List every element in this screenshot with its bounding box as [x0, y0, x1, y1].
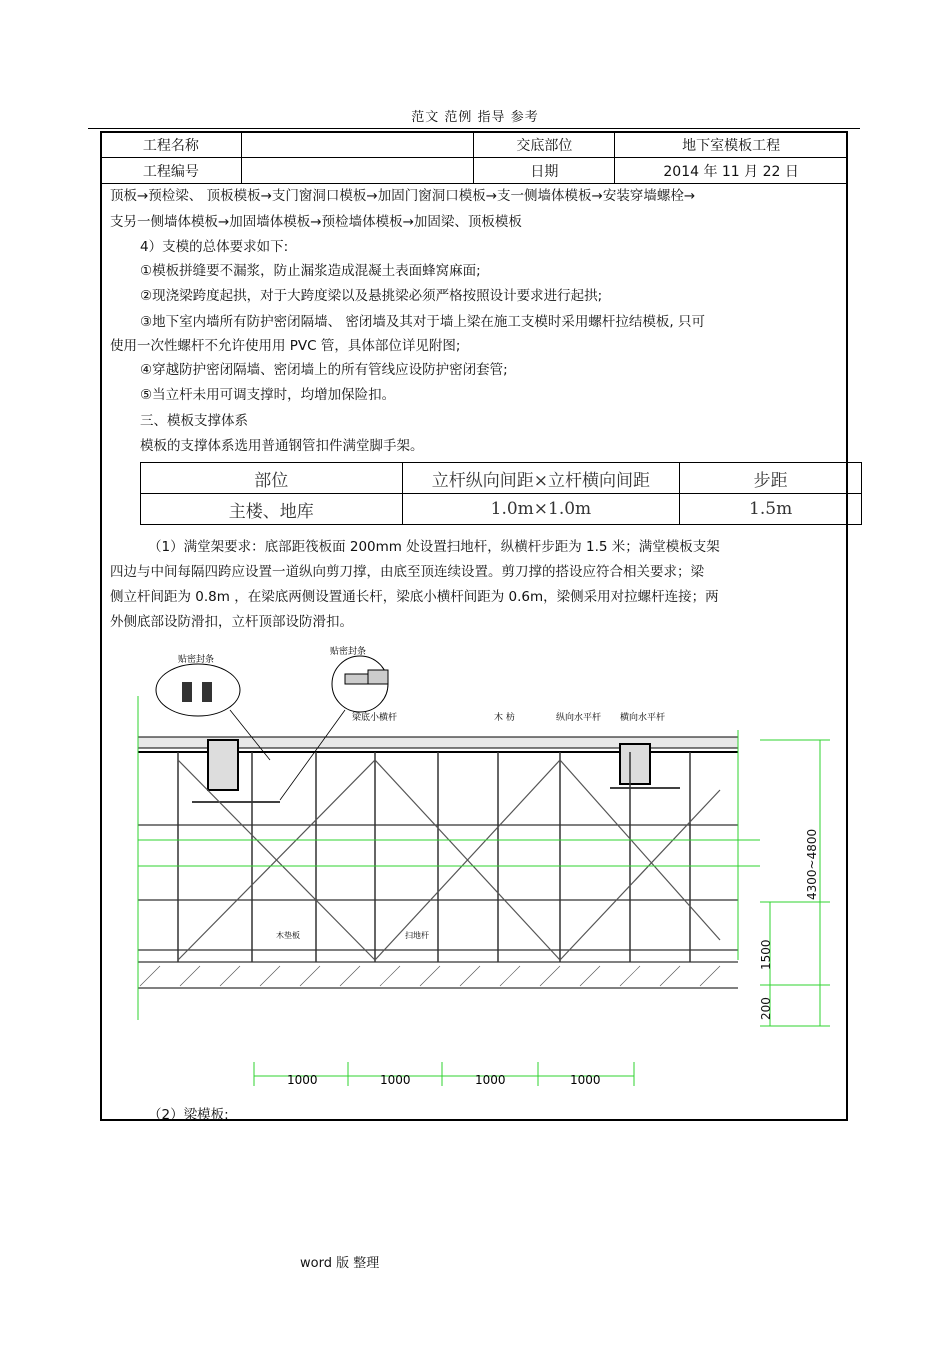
project-name-label: 工程名称	[101, 132, 242, 158]
header-rule	[88, 128, 860, 129]
sweep-bar-label: 扫地杆	[405, 931, 429, 940]
seal-strip-label-1: 贴密封条	[178, 655, 215, 665]
section-3-title: 三、模板支撑体系	[140, 413, 248, 429]
dimension-lines	[138, 696, 830, 1086]
detail-callout-right	[280, 656, 388, 800]
longitudinal-bar-label: 纵向水平杆	[556, 713, 602, 723]
project-name-value	[241, 132, 474, 158]
ground-slab	[138, 962, 738, 988]
sequence-line-2: 支另一侧墙体模板→加固墙体模板→预检墙体模板→加固梁、顶板模板	[110, 214, 522, 230]
transverse-bar-label: 横向水平杆	[620, 713, 666, 723]
page-header: 范文 范例 指导 参考	[411, 110, 539, 125]
date-label: 日期	[474, 158, 615, 184]
section-3-desc: 模板的支撑体系选用普通钢管扣件满堂脚手架。	[140, 438, 424, 454]
wood-beam-label: 木 枋	[494, 713, 515, 723]
handover-part-label: 交底部位	[474, 132, 615, 158]
support-header-step: 步距	[680, 463, 862, 494]
project-no-label: 工程编号	[101, 158, 242, 184]
vertical-posts	[178, 752, 690, 962]
page-footer: word 版 整理	[300, 1256, 380, 1271]
requirements-title: 4）支模的总体要求如下:	[140, 239, 289, 255]
requirement-3-line-2: 使用一次性螺杆不允许使用用 PVC 管，具体部位详见附图;	[110, 338, 461, 354]
beam-bottom-bar-label: 梁底小横杆	[352, 713, 398, 723]
support-table	[140, 462, 862, 525]
dim-step: 1500	[759, 939, 773, 970]
requirement-2: ②现浇梁跨度起拱，对于大跨度梁以及悬挑梁必须严格按照设计要求进行起拱;	[140, 288, 603, 304]
dim-span-2: 1000	[380, 1073, 411, 1087]
support-cell-step: 1.5m	[680, 494, 862, 525]
handover-part-value: 地下室模板工程	[615, 132, 848, 158]
para-2-title: （2）梁模板:	[148, 1107, 229, 1123]
requirement-3-line-1: ③地下室内墙所有防护密闭隔墙、 密闭墙及其对于墙上梁在施工支模时采用螺杆拉结模板, 只可	[140, 314, 705, 330]
scaffold-drawing	[120, 640, 840, 1100]
dim-span-3: 1000	[475, 1073, 506, 1087]
requirement-4: ④穿越防护密闭隔墙、密闭墙上的所有管线应设防护密闭套管;	[140, 362, 508, 378]
dim-span-4: 1000	[570, 1073, 601, 1087]
para-1-line-1: （1）满堂架要求：底部距筏板面 200mm 处设置扫地杆，纵横杆步距为 1.5 米；满堂模板支架	[148, 539, 720, 555]
info-table	[100, 131, 848, 184]
requirement-5: ⑤当立杆未用可调支撑时，均增加保险扣。	[140, 387, 396, 403]
support-cell-part: 主楼、地库	[141, 494, 403, 525]
para-1-line-4: 外侧底部设防滑扣，立杆顶部设防滑扣。	[110, 614, 353, 630]
sequence-line-1: 顶板→预检梁、 顶板模板→支门窗洞口模板→加固门窗洞口模板→支一侧墙体模板→安装穿墙螺栓→	[110, 188, 696, 204]
dim-bottom: 200	[759, 997, 773, 1020]
date-value: 2014 年 11 月 22 日	[615, 158, 848, 184]
cross-braces	[178, 760, 720, 960]
support-header-spacing: 立杆纵向间距×立杆横向间距	[402, 463, 680, 494]
dim-total-height: 4300~4800	[805, 828, 819, 900]
project-no-value	[241, 158, 474, 184]
dim-span-1: 1000	[287, 1073, 318, 1087]
wood-pad-label: 木垫板	[276, 931, 300, 940]
para-1-line-3: 侧立杆间距为 0.8m ，在梁底两侧设置通长杆，梁底小横杆间距为 0.6m，梁侧采用对拉螺杆连接；两	[110, 589, 719, 605]
support-header-part: 部位	[141, 463, 403, 494]
beam-right	[610, 744, 680, 788]
seal-strip-label-2: 贴密封条	[330, 647, 367, 657]
requirement-1: ①模板拼缝要不漏浆，防止漏浆造成混凝土表面蜂窝麻面;	[140, 263, 481, 279]
para-1-line-2: 四边与中间每隔四跨应设置一道纵向剪刀撑，由底至顶连续设置。剪刀撑的搭设应符合相关要求；梁	[110, 564, 704, 580]
support-cell-spacing: 1.0m×1.0m	[402, 494, 680, 525]
beam-left	[192, 740, 280, 802]
